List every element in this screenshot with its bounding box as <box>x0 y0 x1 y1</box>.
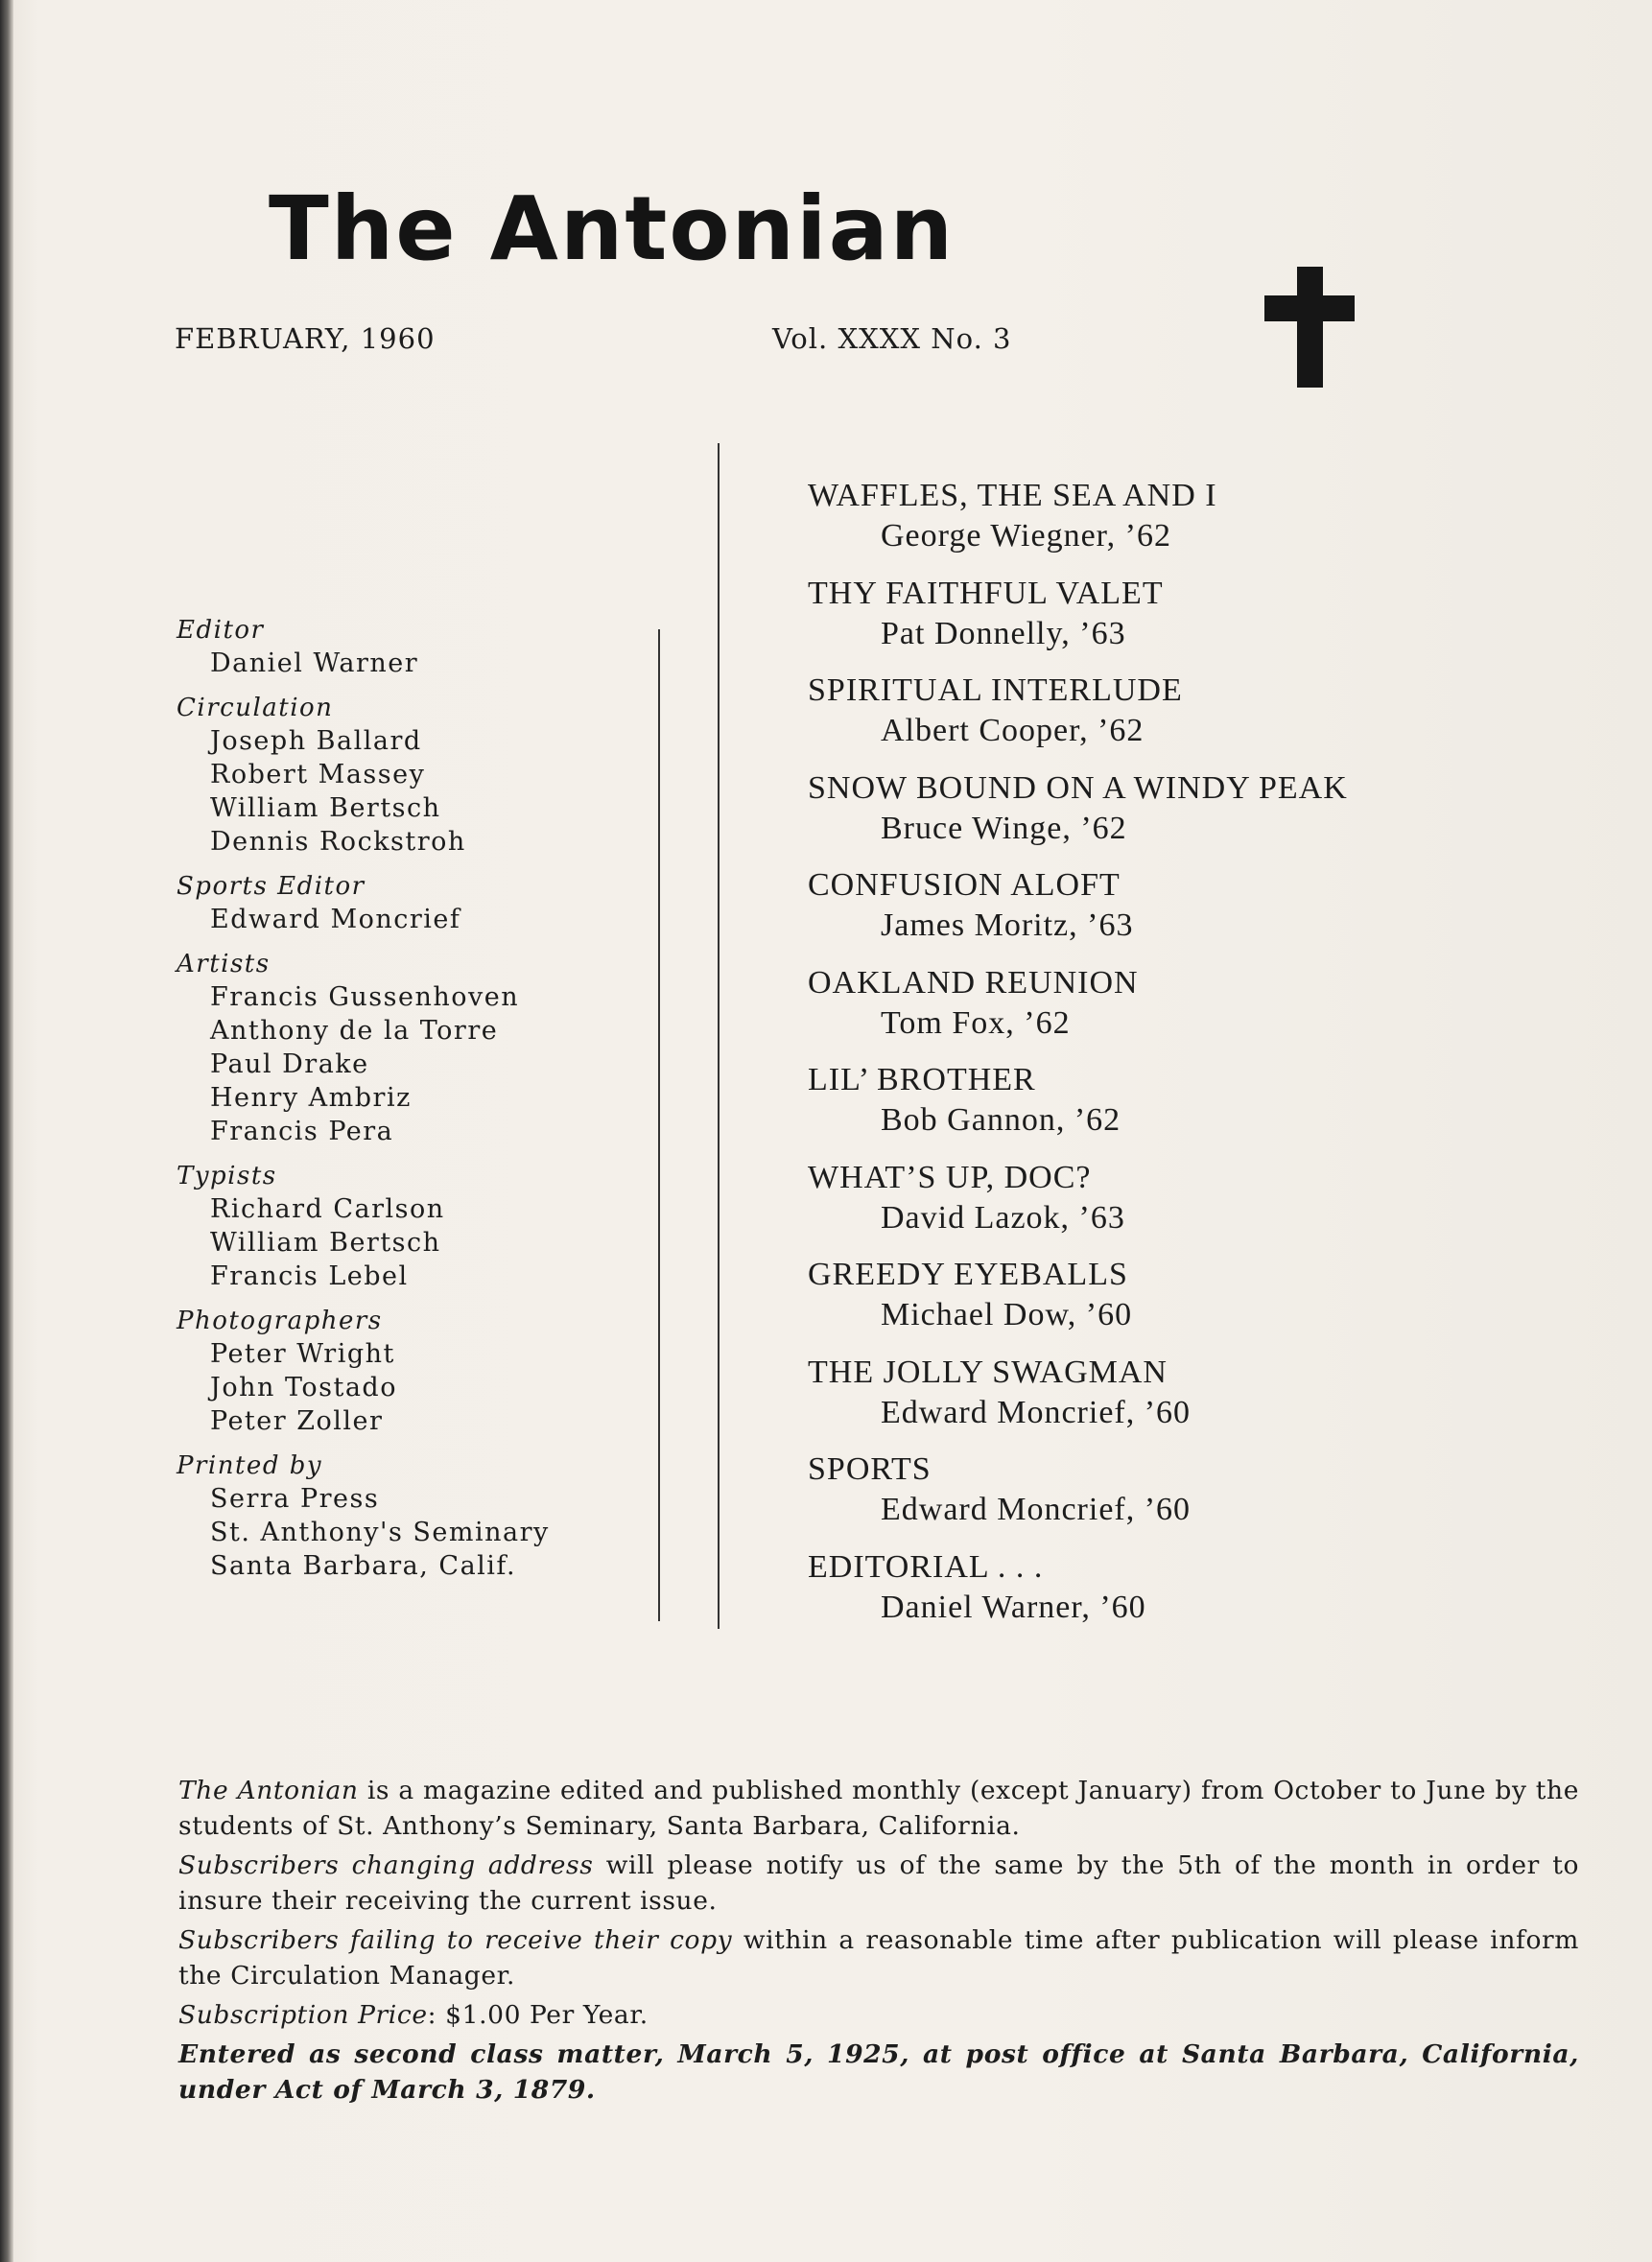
staff-member-name: Peter Wright <box>210 1339 395 1369</box>
staff-member-name: Serra Press <box>210 1484 380 1514</box>
article-title: THE JOLLY SWAGMAN <box>808 1354 1168 1390</box>
staff-member-name: John Tostado <box>210 1373 397 1402</box>
staff-section <box>177 692 637 859</box>
staff-member-name: Paul Drake <box>210 1049 369 1079</box>
staff-role-heading: Artists <box>177 950 271 978</box>
staff-section <box>177 1305 637 1438</box>
article-title: WAFFLES, THE SEA AND I <box>808 478 1217 513</box>
article-author: David Lazok, ’63 <box>881 1199 1125 1236</box>
note-italic: Subscribers changing address <box>178 1850 594 1880</box>
staff-section <box>177 614 637 680</box>
note-text: will please notify us of the same by the 5th of the month in order to insure their receiving the current issue. <box>178 1850 1579 1916</box>
contents-entry <box>808 1547 1575 1645</box>
article-author: Michael Dow, ’60 <box>881 1297 1133 1332</box>
article-author: James Moritz, ’63 <box>881 907 1134 943</box>
article-author: Pat Donnelly, ’63 <box>881 615 1126 651</box>
staff-member-name: Francis Pera <box>210 1117 394 1146</box>
article-title: SNOW BOUND ON A WINDY PEAK <box>808 769 1348 806</box>
article-title: EDITORIAL . . . <box>808 1548 1044 1585</box>
contents-entry <box>808 476 1575 574</box>
staff-section <box>177 1449 637 1583</box>
staff-member-name: Robert Massey <box>210 760 426 789</box>
contents-entry <box>808 1158 1575 1256</box>
article-title: CONFUSION ALOFT <box>808 867 1121 903</box>
article-title: GREEDY EYEBALLS <box>808 1257 1128 1292</box>
staff-member-name: Daniel Warner <box>210 648 419 678</box>
staff-section <box>177 870 637 936</box>
article-author: Bruce Winge, ’62 <box>881 810 1127 846</box>
note-text: within a reasonable time after publication will please inform the Circulation Manager. <box>178 1925 1579 1991</box>
note-missing-copy <box>178 1922 1579 1993</box>
staff-role-heading: Typists <box>177 1162 277 1190</box>
contents-entry <box>808 574 1575 672</box>
staff-role-heading: Printed by <box>177 1451 323 1480</box>
contents-entry <box>808 671 1575 768</box>
contents-entry <box>808 1353 1575 1450</box>
staff-member-name: Richard Carlson <box>210 1194 445 1224</box>
note-address-change <box>178 1848 1579 1919</box>
note-magazine-description <box>178 1773 1579 1844</box>
staff-member-name: Francis Gussenhoven <box>210 982 520 1012</box>
article-author: Edward Moncrief, ’60 <box>881 1394 1192 1430</box>
staff-role-heading: Circulation <box>177 694 334 722</box>
contents-entry <box>808 1255 1575 1353</box>
staff-member-name: Henry Ambriz <box>210 1083 412 1113</box>
staff-role-heading: Editor <box>177 616 265 645</box>
note-italic: Subscription Price <box>178 2000 428 2030</box>
article-title: LIL’ BROTHER <box>808 1062 1036 1097</box>
staff-member-name: Joseph Ballard <box>210 726 422 756</box>
staff-role-heading: Sports Editor <box>177 872 366 901</box>
table-of-contents <box>808 476 1575 1644</box>
contents-entry <box>808 963 1575 1061</box>
magazine-title: The Antonian <box>269 177 956 280</box>
contents-entry <box>808 768 1575 866</box>
contents-entry <box>808 1449 1575 1547</box>
staff-masthead <box>177 614 637 1594</box>
issue-date: FEBRUARY, 1960 <box>175 322 436 355</box>
article-author: Daniel Warner, ’60 <box>881 1589 1146 1625</box>
note-italic: Entered as second class matter, March 5, 1925, at post office at Santa Barbara, California, under Act of March 3, 1879. <box>178 2039 1579 2105</box>
staff-divider-line <box>658 629 660 1621</box>
staff-section <box>177 1160 637 1293</box>
article-author: Albert Cooper, ’62 <box>881 713 1145 748</box>
issue-volume: Vol. XXXX No. 3 <box>772 322 1012 355</box>
contents-entry <box>808 865 1575 963</box>
article-title: WHAT’S UP, DOC? <box>808 1159 1092 1195</box>
staff-member-name: Anthony de la Torre <box>210 1016 499 1046</box>
article-title: THY FAITHFUL VALET <box>808 575 1164 611</box>
note-text: is a magazine edited and published monthly (except January) from October to June by the students of St. Anthony’s Seminary, Santa Barbara, California. <box>178 1776 1580 1841</box>
staff-role-heading: Photographers <box>177 1307 383 1335</box>
note-subscription-price <box>178 1997 1579 2033</box>
page-binding-edge <box>0 0 13 2262</box>
cross-icon <box>1264 267 1355 388</box>
article-title: SPIRITUAL INTERLUDE <box>808 672 1183 708</box>
staff-section <box>177 948 637 1148</box>
staff-member-name: Edward Moncrief <box>210 905 461 934</box>
note-postal-entry <box>178 2037 1579 2108</box>
article-author: Bob Gannon, ’62 <box>881 1102 1121 1138</box>
article-title: OAKLAND REUNION <box>808 964 1139 1001</box>
staff-member-name: William Bertsch <box>210 793 441 823</box>
contents-divider-line <box>718 443 720 1629</box>
staff-member-name: St. Anthony's Seminary <box>210 1518 550 1547</box>
article-author: Tom Fox, ’62 <box>881 1004 1071 1041</box>
staff-member-name: Santa Barbara, Calif. <box>210 1551 517 1581</box>
note-text: : $1.00 Per Year. <box>427 2000 649 2030</box>
staff-member-name: William Bertsch <box>210 1228 441 1258</box>
staff-member-name: Peter Zoller <box>210 1406 384 1436</box>
article-author: George Wiegner, ’62 <box>881 518 1171 554</box>
article-title: SPORTS <box>808 1451 932 1487</box>
staff-member-name: Dennis Rockstroh <box>210 827 466 857</box>
article-author: Edward Moncrief, ’60 <box>881 1492 1192 1527</box>
note-italic: Subscribers failing to receive their copy <box>178 1925 733 1955</box>
note-italic: The Antonian <box>178 1776 359 1805</box>
staff-member-name: Francis Lebel <box>210 1261 409 1291</box>
publication-notes <box>178 1773 1579 2111</box>
contents-entry <box>808 1060 1575 1158</box>
